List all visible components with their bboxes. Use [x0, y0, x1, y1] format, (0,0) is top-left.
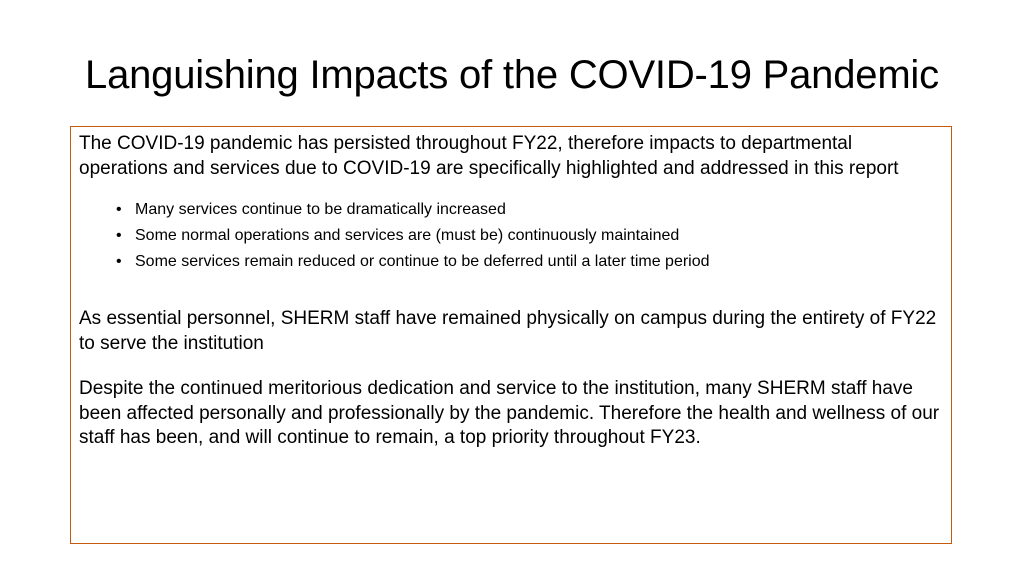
intro-paragraph: The COVID-19 pandemic has persisted throughout FY22, therefore impacts to departmental operations and services due to COVID-19 are specifically highlighted and addressed in this report: [79, 133, 899, 179]
bullet-icon: •: [116, 253, 122, 270]
dedication-paragraph: Despite the continued meritorious dedication and service to the institution, many SHERM staff have been affected personally and professionally by the pandemic. Therefore the health and wellness of our staff has been, and will continue to remain, a top priority throughout FY23.: [79, 378, 940, 448]
bullet-icon: •: [116, 227, 122, 244]
content-box: [70, 126, 952, 544]
impact-bullet-list: [79, 197, 943, 275]
slide-title: Languishing Impacts of the COVID-19 Pandemic: [85, 53, 939, 97]
bullet-item: [79, 223, 943, 249]
bullet-item: [79, 197, 943, 223]
personnel-paragraph: As essential personnel, SHERM staff have remained physically on campus during the entirety of FY22 to serve the institution: [79, 308, 937, 354]
bullet-text: Some normal operations and services are (must be) continuously maintained: [135, 227, 680, 244]
bullet-item: [79, 249, 943, 275]
bullet-text: Some services remain reduced or continue to be deferred until a later time period: [135, 253, 710, 270]
bullet-icon: •: [116, 201, 122, 218]
bullet-text: Many services continue to be dramatically increased: [135, 201, 506, 218]
